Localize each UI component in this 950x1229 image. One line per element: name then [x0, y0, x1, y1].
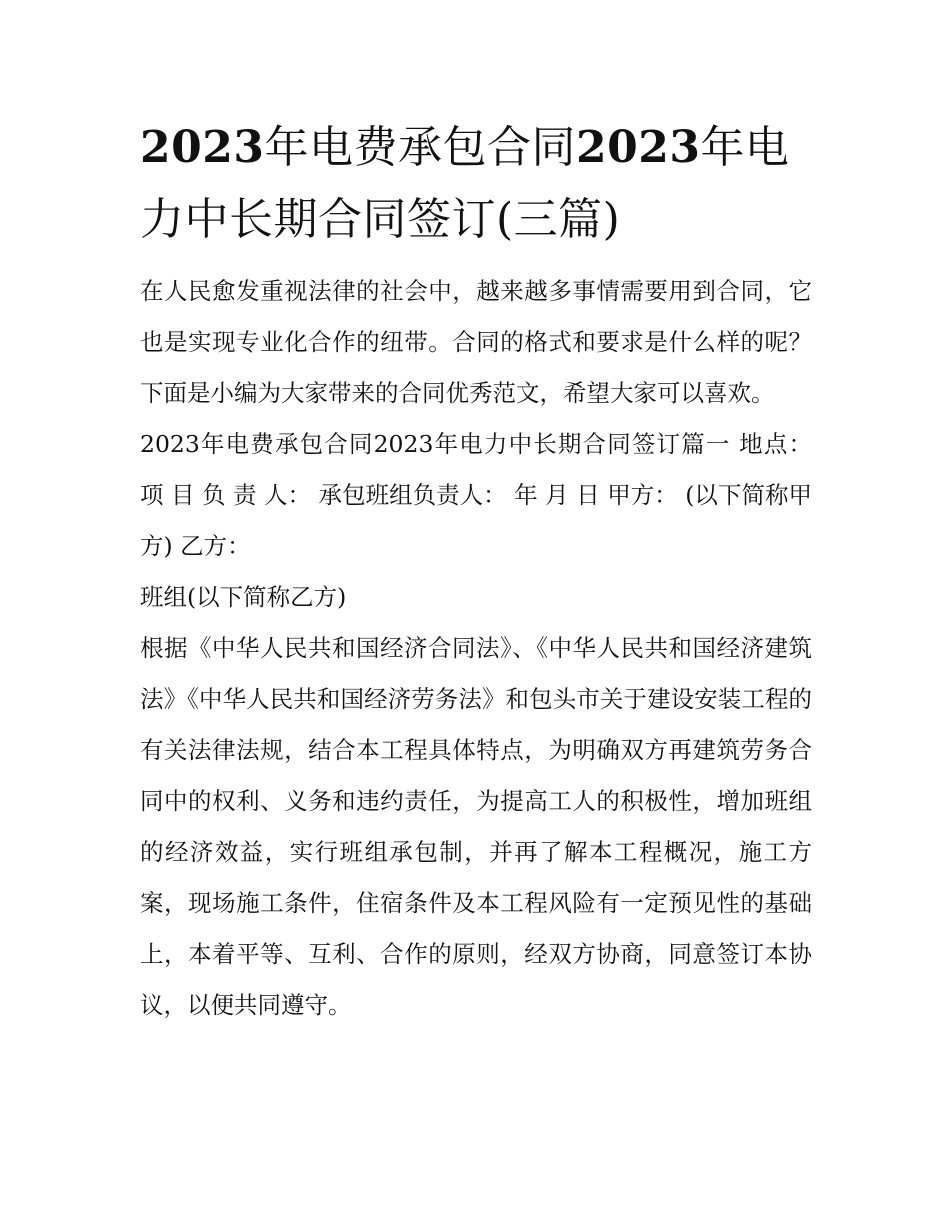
- title-segment-1: 年电费承包合同: [264, 122, 576, 173]
- document-content: [140, 112, 812, 1031]
- title-year-1: 2023: [140, 122, 265, 173]
- legal-basis-paragraph: 根据《中华人民共和国经济合同法》、《中华人民共和国经济建筑法》《中华人民共和国经济劳务法》和包头市关于建设安装工程的有关法律法规，结合本工程具体特点，为明确双方再建筑劳务合同中的权利、义务和违约责任，为提高工人的积极性，增加班组的经济效益，实行班组承包制，并再了解本工程概况，施工方案，现场施工条件，住宿条件及本工程风险有一定预见性的基础上，本着平等、互利、合作的原则，经双方协商，同意签订本协议，以便共同遵守。: [140, 634, 812, 1019]
- team-paragraph: 班组(以下简称乙方): [140, 583, 347, 611]
- title-segment-2: 年电力中长期合同签订(三篇): [140, 122, 790, 245]
- contract-header-paragraph: 2023年电费承包合同2023年电力中长期合同签订篇一 地点： 项 目 负 责 人： 承包班组负责人： 年 月 日 甲方： (以下简称甲方) 乙方：: [140, 430, 812, 560]
- document-title: [140, 112, 812, 256]
- title-year-2: 2023: [575, 122, 701, 173]
- intro-paragraph: 在人民愈发重视法律的社会中，越来越多事情需要用到合同，它也是实现专业化合作的纽带。合同的格式和要求是什么样的呢？下面是小编为大家带来的合同优秀范文，希望大家可以喜欢。: [140, 277, 812, 407]
